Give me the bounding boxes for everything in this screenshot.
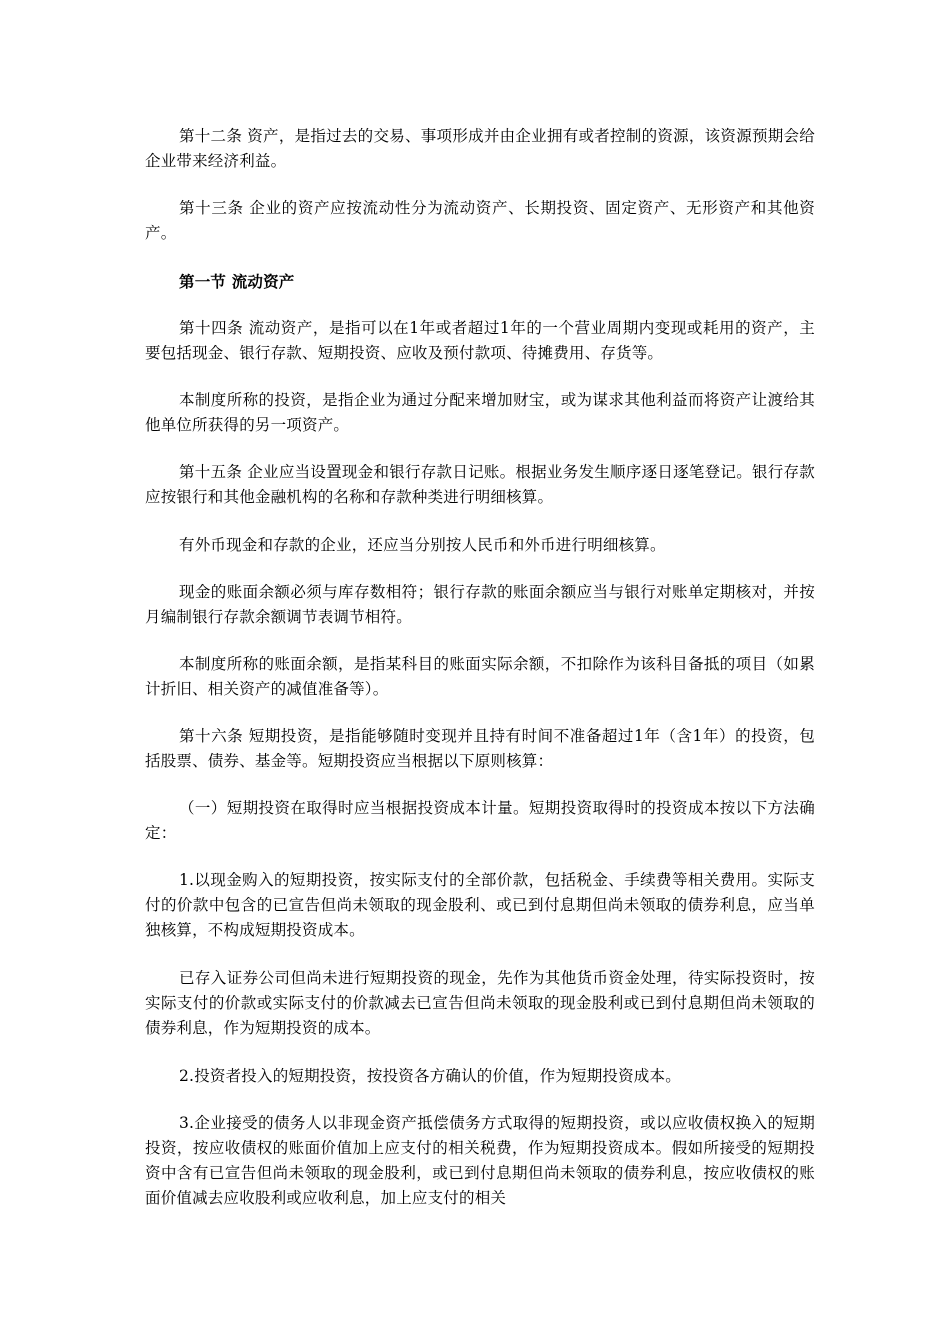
paragraph-article-14: 第十四条 流动资产，是指可以在1年或者超过1年的一个营业周期内变现或耗用的资产，主要包括现金、银行存款、短期投资、应收及预付款项、待摊费用、存货等。 — [145, 319, 815, 362]
paragraph-foreign-currency: 有外币现金和存款的企业，还应当分别按人民币和外币进行明细核算。 — [179, 536, 666, 554]
paragraph-article-15: 第十五条 企业应当设置现金和银行存款日记账。根据业务发生顺序逐日逐笔登记。银行存款应按银行和其他金融机构的名称和存款种类进行明细核算。 — [145, 463, 815, 506]
section-heading-current-assets: 第一节 流动资产 — [179, 272, 295, 291]
paragraph-investment-definition: 本制度所称的投资，是指企业为通过分配来增加财宝，或为谋求其他利益而将资产让渡给其他单位所获得的另一项资产。 — [145, 391, 815, 434]
paragraph-debt-restructuring: 3.企业接受的债务人以非现金资产抵偿债务方式取得的短期投资，或以应收债权换入的短期投资，按应收债权的账面价值加上应支付的相关税费，作为短期投资成本。假如所接受的短期投资中含有已宣告但尚未领取的现金股利，或已到付息期但尚未领取的债券利息，按应收债权的账面价值减去应收股利或应收利息，加上应支付的相关 — [145, 1114, 815, 1207]
paragraph-investor-contribution: 2.投资者投入的短期投资，按投资各方确认的价值，作为短期投资成本。 — [179, 1067, 681, 1085]
paragraph-cash-balance: 现金的账面余额必须与库存数相符；银行存款的账面余额应当与银行对账单定期核对，并按月编制银行存款余额调节表调节相符。 — [145, 583, 815, 626]
paragraph-cash-purchase: 1.以现金购入的短期投资，按实际支付的全部价款，包括税金、手续费等相关费用。实际支付的价款中包含的已宣告但尚未领取的现金股利、或已到付息期但尚未领取的债券利息，应当单独核算，不构成短期投资成本。 — [145, 871, 815, 939]
paragraph-securities-deposit: 已存入证券公司但尚未进行短期投资的现金，先作为其他货币资金处理，待实际投资时，按实际支付的价款或实际支付的价款减去已宣告但尚未领取的现金股利或已到付息期但尚未领取的债券利息，作为短期投资的成本。 — [145, 969, 815, 1037]
paragraph-item-1: （一）短期投资在取得时应当根据投资成本计量。短期投资取得时的投资成本按以下方法确定： — [145, 799, 815, 842]
paragraph-article-16: 第十六条 短期投资，是指能够随时变现并且持有时间不准备超过1年（含1年）的投资，包括股票、债券、基金等。短期投资应当根据以下原则核算： — [145, 727, 815, 770]
paragraph-article-13: 第十三条 企业的资产应按流动性分为流动资产、长期投资、固定资产、无形资产和其他资产。 — [145, 199, 815, 242]
paragraph-article-12: 第十二条 资产，是指过去的交易、事项形成并由企业拥有或者控制的资源，该资源预期会给企业带来经济利益。 — [145, 127, 815, 170]
paragraph-book-balance-definition: 本制度所称的账面余额，是指某科目的账面实际余额，不扣除作为该科目备抵的项目（如累计折旧、相关资产的减值准备等）。 — [145, 655, 815, 698]
